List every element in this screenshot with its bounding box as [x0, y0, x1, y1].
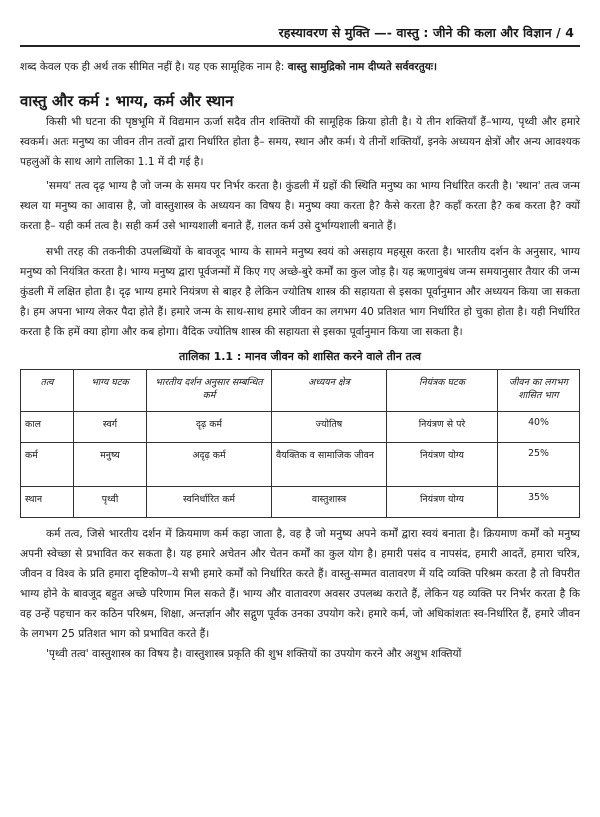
table-cell: नियंत्रण योग्य [387, 443, 498, 487]
table-cell: कर्म [21, 443, 74, 487]
three-elements-table [20, 369, 580, 518]
section-heading: वास्तु और कर्म : भाग्य, कर्म और स्थान [20, 92, 234, 110]
table-cell: काल [21, 412, 74, 443]
table-cell: स्थान [21, 487, 74, 518]
table-cell: मनुष्य [74, 443, 147, 487]
paragraph-5: 'पृथ्वी तत्व' वास्तुशास्त्र का विषय है। वास्तुशास्त्र प्रकृति की शुभ शक्तियों का उपयोग करने और अशुभ शक्तियों [46, 648, 462, 660]
paragraph-2: 'समय' तत्व दृढ़ भाग्य है जो जन्म के समय पर निर्भर करता है। कुंडली में ग्रहों की स्थिति मनुष्य का भाग्य निर्धारित करती है। 'स्थान' तत्व जन्म स्थल या मनुष्य का आवास है, जो वास्तुशास्त्र के अध्ययन का विषय है। मनुष्य क्या करता है? कैसे करता है? कहाँ करता है? कब करता है? क्यों करता है– यही कर्म तत्व है। सही कर्म उसे भाग्यशाली बनाते हैं, ग़लत कर्म उसे दुर्भाग्यशाली बनाते हैं। [20, 180, 580, 232]
table-cell: वैयक्तिक व सामाजिक जीवन [272, 443, 387, 487]
table-header-cell: भारतीय दर्शन अनुसार सम्बन्धित कर्म [147, 370, 272, 412]
table-header-cell: अध्ययन क्षेत्र [272, 370, 387, 412]
table-cell: स्वर्ग [74, 412, 147, 443]
intro-sanskrit-quote: वास्तु सामुद्रिको नाम दीप्यते सर्ववरतुयः। [287, 61, 438, 73]
table-header-row [21, 370, 580, 412]
paragraph-4: कर्म तत्व, जिसे भारतीय दर्शन में क्रियमाण कर्म कहा जाता है, वह है जो मनुष्य अपने कर्मों द्वारा स्वयं बनाता है। क्रियमाण कर्मों को मनुष्य अपनी स्वेच्छा से प्रभावित कर सकता है। यह हमारे अचेतन और चेतन कर्मों का कुल योग है। हमारी पसंद व नापसंद, हमारी आदतें, हमारा चरित्र, जीवन व विश्व के प्रति हमारा दृष्टिकोण–ये सभी हमारे कर्मों को निर्धारित करते हैं। वास्तु-सम्मत वातावरण में यदि व्यक्ति परिश्रम करता है तो विपरीत भाग्य होने के बावजूद बहुत अच्छे परिणाम मिल सकते हैं। भाग्य और वातावरण अवसर उपलब्ध कराते हैं, लेकिन यह व्यक्ति पर निर्भर करता है कि वह उन्हें पहचान कर कठिन परिश्रम, शिक्षा, अन्तर्ज्ञान और सद्गुण पूर्वक उनका उपयोग करे। हमारे कर्म, जो अधिकांशतः स्व-निर्धारित हैं, हमारे जीवन के लगभग 25 प्रतिशत भाग को प्रभावित करते हैं। [20, 528, 580, 640]
running-head: रहस्यावरण से मुक्ति —- वास्तु : जीने की कला और विज्ञान / 4 [20, 0, 580, 47]
table-cell: नियंत्रण योग्य [387, 487, 498, 518]
table-cell: वास्तुशास्त्र [272, 487, 387, 518]
table-cell: नियंत्रण से परे [387, 412, 498, 443]
table-cell: ज्योतिष [272, 412, 387, 443]
intro-paragraph [20, 57, 580, 77]
paragraph-1: किसी भी घटना की पृष्ठभूमि में विद्यमान ऊर्जा सदैव तीन शक्तियों की सामूहिक क्रिया होती है। ये तीन शक्तियाँ हैं–भाग्य, पृथ्वी और हमारे स्वकर्म। अतः मनुष्य का जीवन तीन तत्वों द्वारा निर्धारित होता है– समय, स्थान और कर्म। ये तीनों शक्तियाँ, इनके अध्ययन क्षेत्रों और अन्य आवश्यक पहलुओं के साथ आगे तालिका 1.1 में दी गई है। [20, 116, 580, 168]
table-cell: स्वनिर्धारित कर्म [147, 487, 272, 518]
table-cell: 25% [498, 443, 580, 487]
table-cell: अदृढ़ कर्म [147, 443, 272, 487]
table-caption: तालिका 1.1 : मानव जीवन को शासित करने वाले तीन तत्व [179, 350, 421, 363]
table-row [21, 487, 580, 518]
paragraph-3: सभी तरह की तकनीकी उपलब्धियों के बावजूद भाग्य के सामने मनुष्य स्वयं को असहाय महसूस करता है। भारतीय दर्शन के अनुसार, भाग्य मनुष्य को नियंत्रित करता है। भाग्य मनुष्य द्वारा पूर्वजन्मों में किए गए अच्छे-बुरे कर्मों का कुल जोड़ है। यह ऋणानुबंध जन्म समयानुसार तैयार की जन्म कुंडली में लक्षित होता है। दृढ़ भाग्य हमारे नियंत्रण से बाहर है लेकिन ज्योतिष शास्त्र की सहायता से इसका पूर्वानुमान और अध्ययन किया जा सकता है। हम अपना भाग्य लेकर पैदा होते हैं। हमारे जन्म के साथ-साथ हमारे जीवन का लगभग 40 प्रतिशत भाग निर्धारित हो चुका होता है। यही निर्धारित करता है कि हमें क्या होगा और कब होगा। वैदिक ज्योतिष शास्त्र की सहायता से इसका पूर्वानुमान किया जा सकता है। [20, 246, 580, 338]
table-header-cell: नियंत्रक घटक [387, 370, 498, 412]
table-cell: 35% [498, 487, 580, 518]
table-cell: पृथ्वी [74, 487, 147, 518]
table-row [21, 412, 580, 443]
intro-text: शब्द केवल एक ही अर्थ तक सीमित नहीं है। यह एक सामूहिक नाम है: [20, 61, 288, 73]
table-header-cell: तत्व [21, 370, 74, 412]
table-cell: दृढ़ कर्म [147, 412, 272, 443]
table-cell: 40% [498, 412, 580, 443]
table-row [21, 443, 580, 487]
table-header-cell: भाग्य घटक [74, 370, 147, 412]
table-header-cell: जीवन का लगभग शासित भाग [498, 370, 580, 412]
